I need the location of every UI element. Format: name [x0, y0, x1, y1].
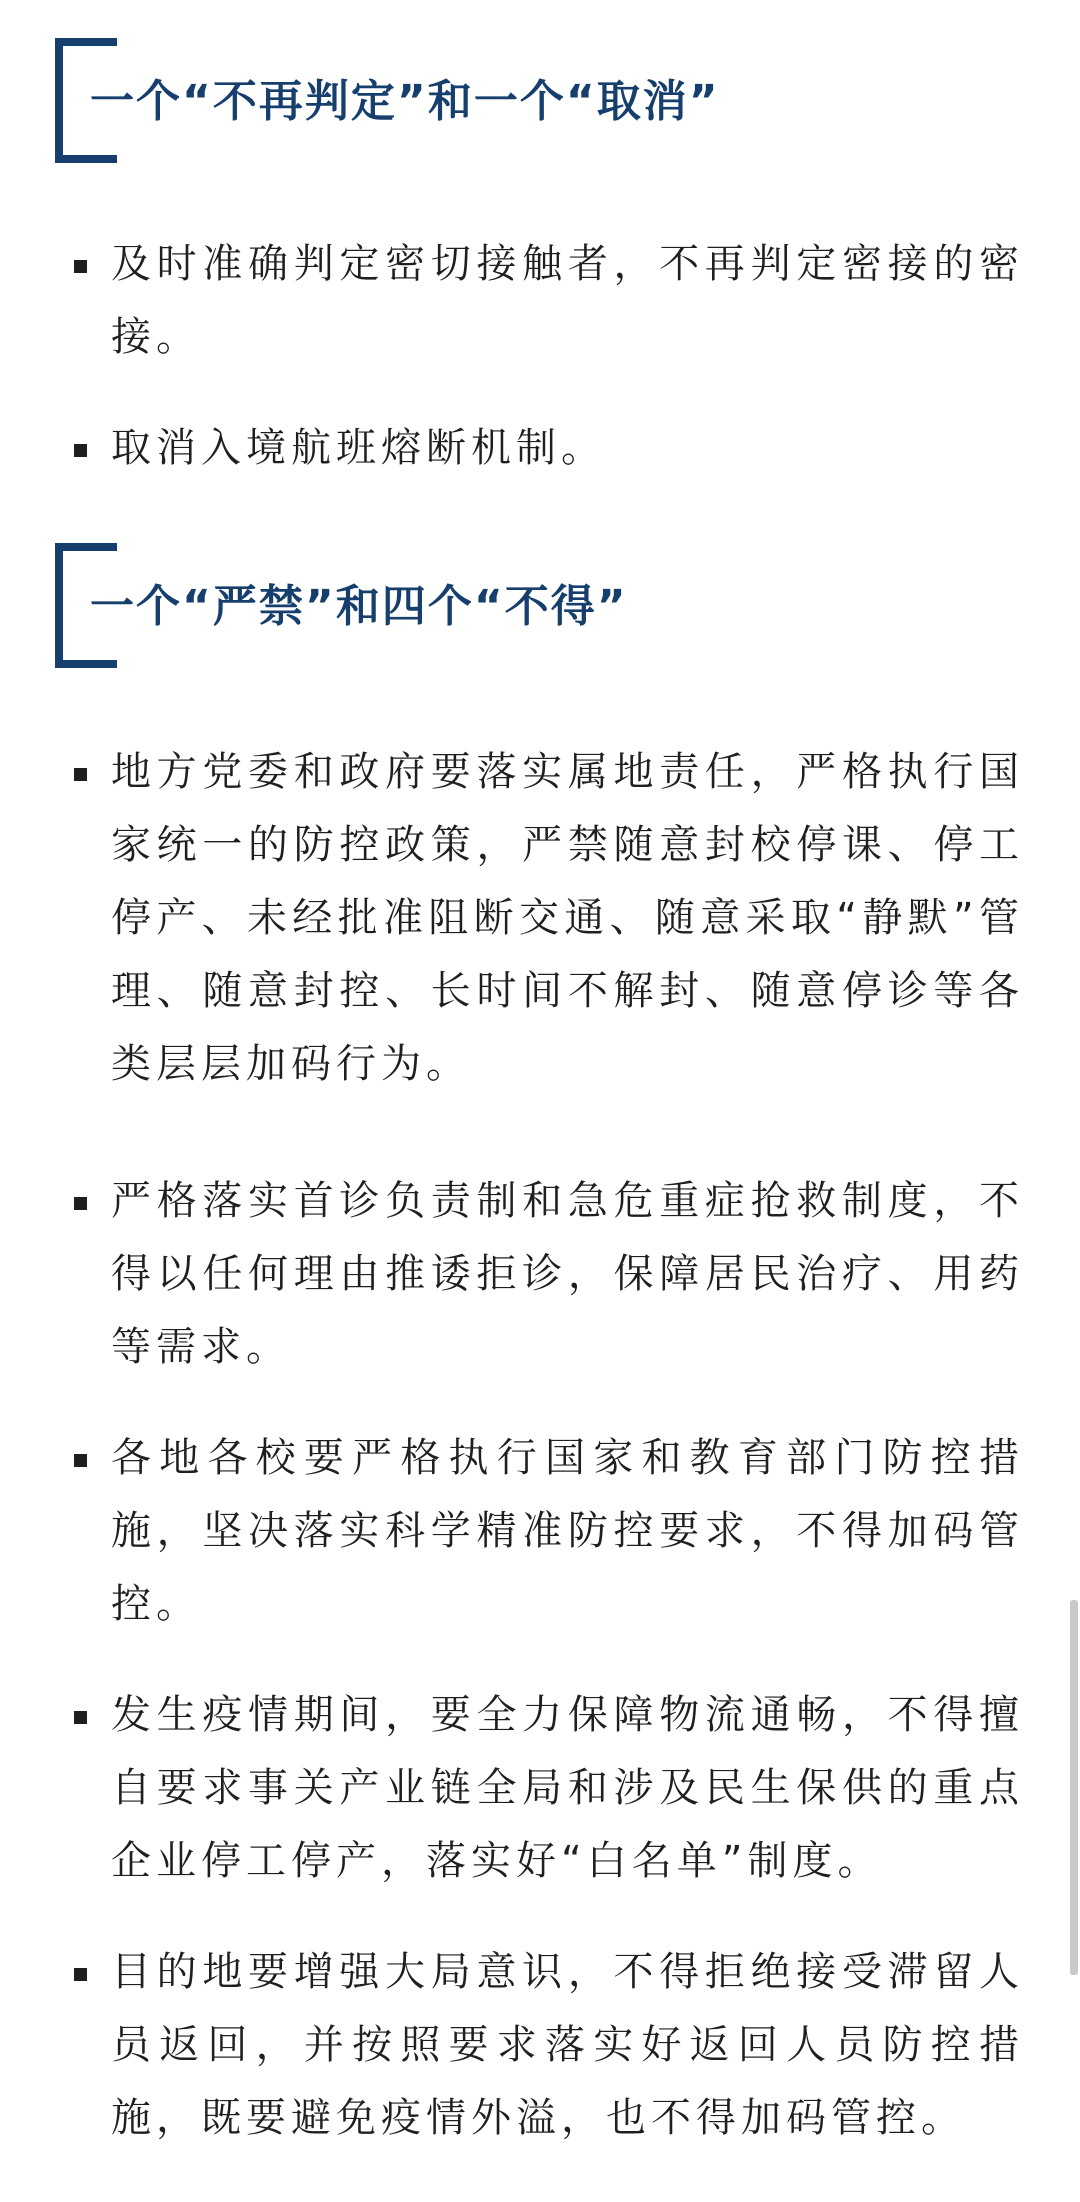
list-item	[0, 1679, 1080, 1898]
bullet-list-2	[0, 736, 1080, 2155]
list-item-text: 目的地要增强大局意识，不得拒绝接受滞留人员返回，并按照要求落实好返回人员防控措施，既要避免疫情外溢，也不得加码管控。	[111, 1949, 1024, 2141]
list-item-text: 各地各校要严格执行国家和教育部门防控措施，坚决落实科学精准防控要求，不得加码管控。	[111, 1435, 1024, 1627]
section-title: 一个“不再判定”和一个“取消”	[90, 76, 720, 127]
list-item-text: 发生疫情期间，要全力保障物流通畅，不得擅自要求事关产业链全局和涉及民生保供的重点企业停工停产，落实好“白名单”制度。	[111, 1692, 1024, 1884]
list-item	[0, 1422, 1080, 1641]
bullet-square-icon	[74, 260, 87, 273]
bullet-list-1	[0, 228, 1080, 485]
section-heading-2	[0, 543, 1080, 673]
bullet-square-icon	[74, 768, 87, 781]
bullet-square-icon	[74, 1711, 87, 1724]
bullet-square-icon	[74, 1968, 87, 1981]
bullet-square-icon	[74, 444, 87, 457]
section-title: 一个“严禁”和四个“不得”	[90, 581, 628, 632]
list-item	[0, 412, 1080, 485]
list-item-text: 地方党委和政府要落实属地责任，严格执行国家统一的防控政策，严禁随意封校停课、停工停产、未经批准阻断交通、随意采取“静默”管理、随意封控、长时间不解封、随意停诊等各类层层加码行为。	[111, 749, 1024, 1087]
list-item-text: 严格落实首诊负责制和急危重症抢救制度，不得以任何理由推诿拒诊，保障居民治疗、用药等需求。	[111, 1178, 1024, 1370]
bullet-square-icon	[74, 1454, 87, 1467]
list-item-text: 及时准确判定密切接触者，不再判定密接的密接。	[111, 241, 1024, 360]
list-item-text: 取消入境航班熔断机制。	[111, 425, 606, 471]
list-item	[0, 228, 1080, 374]
list-item	[0, 1165, 1080, 1384]
list-item	[0, 736, 1080, 1101]
bullet-square-icon	[74, 1197, 87, 1210]
section-heading-1	[0, 38, 1080, 168]
scrollbar-thumb[interactable]	[1070, 1600, 1078, 1975]
list-item	[0, 1936, 1080, 2155]
